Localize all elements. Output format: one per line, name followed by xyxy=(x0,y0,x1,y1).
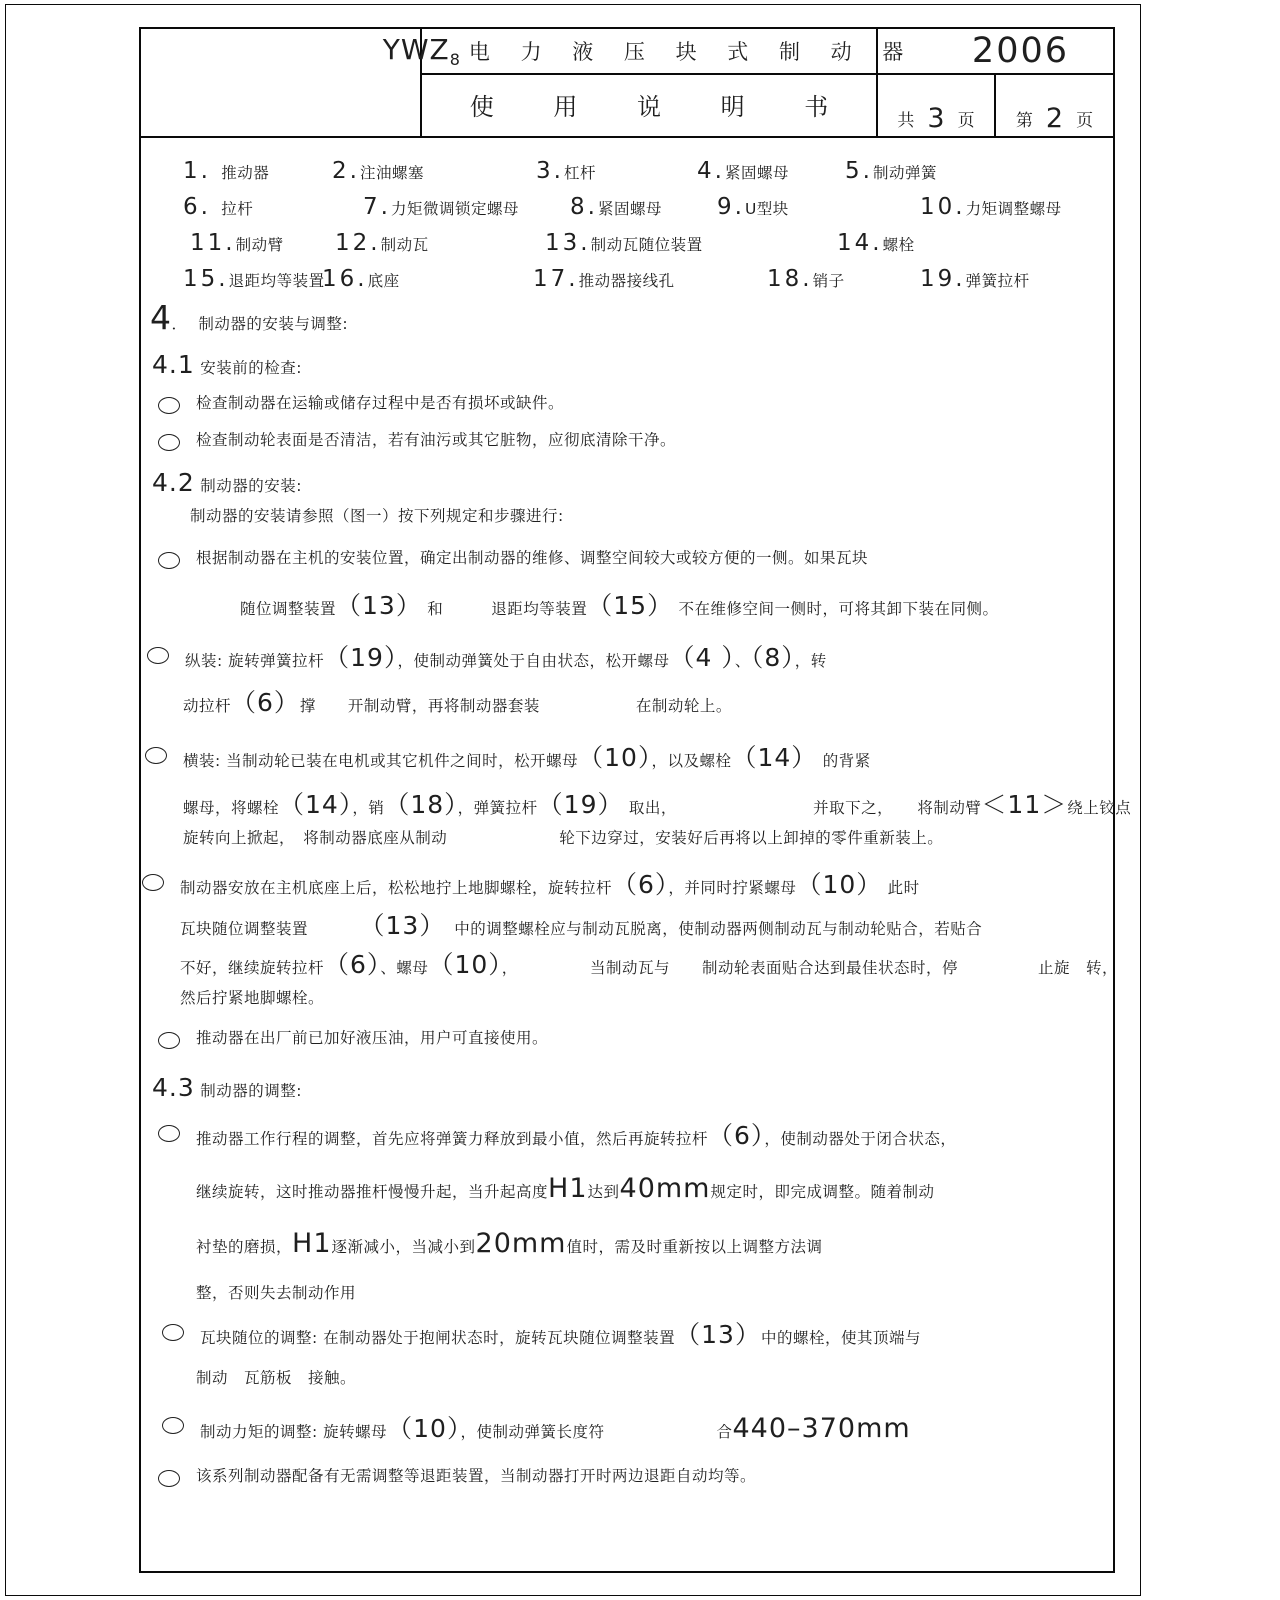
text-segment: 16. xyxy=(322,266,368,292)
text-segment: 螺栓 xyxy=(882,236,915,254)
parts-item xyxy=(332,159,424,183)
text-segment: （13） xyxy=(372,911,433,940)
parts-item xyxy=(335,231,429,255)
text-segment: 整，否则失去制动作用 xyxy=(196,1284,357,1302)
bullet-circle-icon xyxy=(158,552,180,569)
text-segment: 4. xyxy=(697,158,725,184)
text-segment: 紧固螺母 xyxy=(597,200,662,218)
bullet-circle-icon xyxy=(145,747,167,764)
bullet-circle-icon xyxy=(158,397,180,414)
parts-item xyxy=(190,231,284,255)
text-segment: （10） xyxy=(387,1414,461,1443)
text-segment: 4 xyxy=(150,298,172,337)
text-segment: 4.1 xyxy=(152,350,195,379)
text-segment: ，并同时拧紧螺母 xyxy=(668,879,797,897)
text-segment: 底座 xyxy=(367,272,400,290)
text-segment: 9. xyxy=(717,194,745,220)
total-pages-prefix: 共 xyxy=(897,111,915,131)
parts-item xyxy=(845,159,937,183)
section-heading xyxy=(152,1075,302,1101)
text-segment: 紧固螺母 xyxy=(724,164,789,182)
text-segment: 瓦块随位调整装置 xyxy=(180,920,373,938)
doc-title: 使 用 说 明 书 xyxy=(469,93,855,121)
parts-item xyxy=(697,159,789,183)
text-line xyxy=(196,1175,935,1203)
text-segment: 动拉杆 xyxy=(183,697,232,715)
text-line xyxy=(185,645,827,671)
text-segment: ，使制动弹簧长度符 xyxy=(460,1423,717,1441)
text-segment: （19） xyxy=(324,643,398,672)
text-segment: 力矩调整螺母 xyxy=(965,200,1062,218)
text-segment: 弹簧拉杆 xyxy=(965,272,1030,290)
text-segment: 推动器接线孔 xyxy=(578,272,675,290)
text-segment: （4 ） xyxy=(669,643,735,672)
text-line xyxy=(183,745,871,771)
parts-item xyxy=(533,267,675,291)
bullet-circle-icon xyxy=(158,434,180,451)
text-segment: 规定时，即完成调整。随着制动 xyxy=(710,1183,935,1201)
text-line xyxy=(196,1285,356,1301)
text-segment: （6） xyxy=(231,688,300,717)
section-heading xyxy=(152,352,302,378)
text-line xyxy=(183,690,732,716)
parts-item xyxy=(183,195,253,219)
text-line xyxy=(200,1322,921,1348)
text-segment: 15. xyxy=(183,266,229,292)
parts-item xyxy=(920,195,1062,219)
text-line xyxy=(196,1370,356,1386)
text-segment: 安装前的检查: xyxy=(194,359,302,377)
text-segment: 12. xyxy=(335,230,381,256)
text-segment: 制动瓦随位装置 xyxy=(590,236,703,254)
text-segment: 纵装: 旋转弹簧拉杆 xyxy=(185,652,325,670)
parts-item xyxy=(570,195,662,219)
bullet-circle-icon xyxy=(162,1324,184,1341)
text-segment: （14） xyxy=(279,790,353,819)
text-segment: 和 退距均等装置 xyxy=(421,600,588,618)
text-line xyxy=(196,395,564,411)
text-segment: 18. xyxy=(767,266,813,292)
product-title-text: 电 力 液 压 块 式 制 动 器 xyxy=(468,40,916,64)
text-segment: 推动器在出厂前已加好液压油，用户可直接使用。 xyxy=(196,1029,549,1047)
bullet-circle-icon xyxy=(162,1417,184,1434)
text-segment: 旋转向上掀起， 将制动器底座从制动 轮下边穿过，安装好后再将以上卸掉的零件重新装上。 xyxy=(183,829,944,847)
text-segment: （13） xyxy=(675,1320,761,1349)
text-segment: 13. xyxy=(545,230,591,256)
text-segment: 检查制动器在运输或储存过程中是否有损坏或缺件。 xyxy=(196,394,565,412)
text-segment: （6） xyxy=(324,950,381,979)
text-segment: 衬垫的磨损， xyxy=(196,1238,293,1256)
text-line xyxy=(196,1030,548,1046)
text-line xyxy=(196,550,868,566)
text-line xyxy=(190,508,564,524)
text-segment: （14） xyxy=(731,743,818,772)
parts-item xyxy=(322,267,400,291)
text-segment: 制动瓦 xyxy=(380,236,429,254)
parts-item xyxy=(717,195,789,219)
text-segment: 14. xyxy=(837,230,883,256)
text-segment: ，使制动器处于闭合状态， xyxy=(764,1130,957,1148)
text-line xyxy=(183,830,943,846)
text-segment: ，弹簧拉杆 xyxy=(457,799,538,817)
product-brand: $YWZ_8$ xyxy=(382,33,461,69)
text-segment: 螺母，将螺栓 xyxy=(183,799,280,817)
text-segment: 值时，需及时重新按以上调整方法调 xyxy=(566,1238,823,1256)
text-segment: ＜11＞ xyxy=(981,790,1068,819)
text-segment: （18） xyxy=(384,790,458,819)
text-segment: 瓦块随位的调整: 在制动器处于抱闸状态时，旋转瓦块随位调整装置 xyxy=(200,1329,676,1347)
text-segment: H1 xyxy=(292,1228,332,1259)
text-segment: 1. xyxy=(183,158,222,184)
parts-item xyxy=(920,267,1030,291)
text-segment: H1 xyxy=(548,1173,588,1204)
text-segment: 逐渐减小，当减小到 xyxy=(331,1238,476,1256)
bullet-circle-icon xyxy=(158,1125,180,1142)
text-line xyxy=(180,952,1118,978)
text-segment: 的背紧 xyxy=(817,752,871,770)
text-segment: 8. xyxy=(570,194,598,220)
text-segment: 拉杆 xyxy=(221,200,254,218)
parts-item xyxy=(837,231,915,255)
bullet-circle-icon xyxy=(147,647,169,664)
text-segment: 制动臂 xyxy=(235,236,284,254)
text-segment: （15） xyxy=(587,591,674,620)
text-segment: 4.3 xyxy=(152,1073,195,1102)
text-segment: 杠杆 xyxy=(563,164,596,182)
parts-item xyxy=(545,231,703,255)
text-segment: 随位调整装置 xyxy=(240,600,337,618)
current-page-prefix: 第 xyxy=(1015,111,1033,131)
text-line xyxy=(180,872,920,898)
text-line xyxy=(196,1468,756,1484)
text-segment: 制动器安放在主机底座上后，松松地拧上地脚螺栓，旋转拉杆 xyxy=(180,879,613,897)
text-line xyxy=(200,1415,911,1443)
bullet-circle-icon xyxy=(142,874,164,891)
text-segment: ，销 xyxy=(352,799,385,817)
text-segment: 11. xyxy=(190,230,236,256)
text-segment: （10） xyxy=(578,743,652,772)
text-segment: 取出， 并取下之， 将制动臂 xyxy=(623,799,982,817)
text-segment: 检查制动轮表面是否清洁，若有油污或其它脏物，应彻底清除干净。 xyxy=(196,431,677,449)
parts-item xyxy=(363,195,519,219)
text-segment: ， 当制动瓦与 制动轮表面贴合达到最佳状态时，停 止旋 转， xyxy=(501,959,1119,977)
text-segment: ，使制动弹簧处于自由状态，松开螺母 xyxy=(397,652,670,670)
text-segment: 不在维修空间一侧时，可将其卸下装在同侧。 xyxy=(673,600,999,618)
text-segment: 19. xyxy=(920,266,966,292)
total-pages-number: 3 xyxy=(927,102,945,134)
total-pages-unit: 页 xyxy=(957,111,975,131)
text-segment: （19） xyxy=(537,790,624,819)
parts-item xyxy=(183,267,325,291)
section-heading xyxy=(152,470,302,496)
year-label: 2006 xyxy=(971,31,1069,71)
text-segment: 、螺母 xyxy=(380,959,429,977)
text-segment: 20mm xyxy=(475,1228,567,1259)
parts-item xyxy=(767,267,845,291)
text-segment: 5. xyxy=(845,158,873,184)
text-segment: 17. xyxy=(533,266,579,292)
text-line xyxy=(180,913,982,939)
text-segment: 制动器的安装请参照（图一）按下列规定和步骤进行: xyxy=(190,507,564,525)
text-segment: 合 xyxy=(716,1423,733,1441)
text-segment: （13） xyxy=(336,591,422,620)
text-segment: 注油螺塞 xyxy=(359,164,424,182)
text-segment: 退距均等装置 xyxy=(228,272,325,290)
text-segment: （6） xyxy=(708,1121,765,1150)
text-segment: 该系列制动器配备有无需调整等退距装置，当制动器打开时两边退距自动均等。 xyxy=(196,1467,757,1485)
text-segment: 制动弹簧 xyxy=(872,164,937,182)
text-segment: （10） xyxy=(796,870,883,899)
text-segment: 制动器的安装: xyxy=(194,477,302,495)
text-segment: 力矩微调锁定螺母 xyxy=(390,200,519,218)
current-page-unit: 页 xyxy=(1076,111,1094,131)
text-line xyxy=(180,990,324,1006)
text-segment: ，以及螺栓 xyxy=(651,752,732,770)
text-segment: 然后拧紧地脚螺栓。 xyxy=(180,989,325,1007)
bullet-circle-icon xyxy=(158,1032,180,1049)
text-segment: 3. xyxy=(536,158,564,184)
text-segment: 销子 xyxy=(812,272,845,290)
text-line xyxy=(196,1123,956,1149)
text-segment: 制动器的调整: xyxy=(194,1082,302,1100)
text-segment: 440–370mm xyxy=(732,1413,911,1444)
parts-item xyxy=(183,159,269,183)
text-segment: 10. xyxy=(920,194,966,220)
text-segment: 达到 xyxy=(587,1183,620,1201)
text-segment: 推动器 xyxy=(221,164,270,182)
bullet-circle-icon xyxy=(158,1470,180,1487)
text-line xyxy=(196,432,676,448)
text-line xyxy=(183,792,1131,818)
text-segment: U型块 xyxy=(744,200,789,218)
text-segment: 继续旋转，这时推动器推杆慢慢升起，当升起高度 xyxy=(196,1183,549,1201)
section-heading xyxy=(150,298,349,337)
text-segment: 7. xyxy=(363,194,391,220)
text-line xyxy=(240,593,999,619)
text-segment: （8） xyxy=(750,643,795,672)
text-segment: 撑 开制动臂，再将制动器套装 在制动轮上。 xyxy=(299,697,732,715)
current-page-number: 2 xyxy=(1045,102,1064,134)
text-segment: 6. xyxy=(183,194,222,220)
text-segment: 横装: 当制动轮已装在电机或其它机件之间时，松开螺母 xyxy=(183,752,579,770)
text-segment: 此时 xyxy=(882,879,920,897)
text-segment: ，转 xyxy=(794,652,827,670)
text-segment: 中的螺栓，使其顶端与 xyxy=(760,1329,921,1347)
text-segment: 制动力矩的调整: 旋转螺母 xyxy=(200,1423,388,1441)
parts-item xyxy=(536,159,596,183)
text-segment: 根据制动器在主机的安装位置，确定出制动器的维修、调整空间较大或较方便的一侧。如果瓦块 xyxy=(196,549,869,567)
text-segment: 4.2 xyxy=(152,468,195,497)
text-segment: ． 制动器的安装与调整: xyxy=(171,315,349,333)
text-line xyxy=(196,1230,823,1258)
text-segment: 、 xyxy=(734,652,751,670)
text-segment: 绕上铰点 xyxy=(1067,799,1132,817)
product-brand-subscript: 8 xyxy=(449,50,461,69)
text-segment: 不好，继续旋转拉杆 xyxy=(180,959,325,977)
text-segment: （10） xyxy=(428,950,502,979)
text-segment: （6） xyxy=(612,870,669,899)
text-segment: 制动 瓦筋板 接触。 xyxy=(196,1369,357,1387)
text-segment: 推动器工作行程的调整，首先应将弹簧力释放到最小值，然后再旋转拉杆 xyxy=(196,1130,709,1148)
text-segment: 2. xyxy=(332,158,360,184)
text-segment: 40mm xyxy=(619,1173,711,1204)
text-segment: 中的调整螺栓应与制动瓦脱离，使制动器两侧制动瓦与制动轮贴合，若贴合 xyxy=(432,920,983,938)
